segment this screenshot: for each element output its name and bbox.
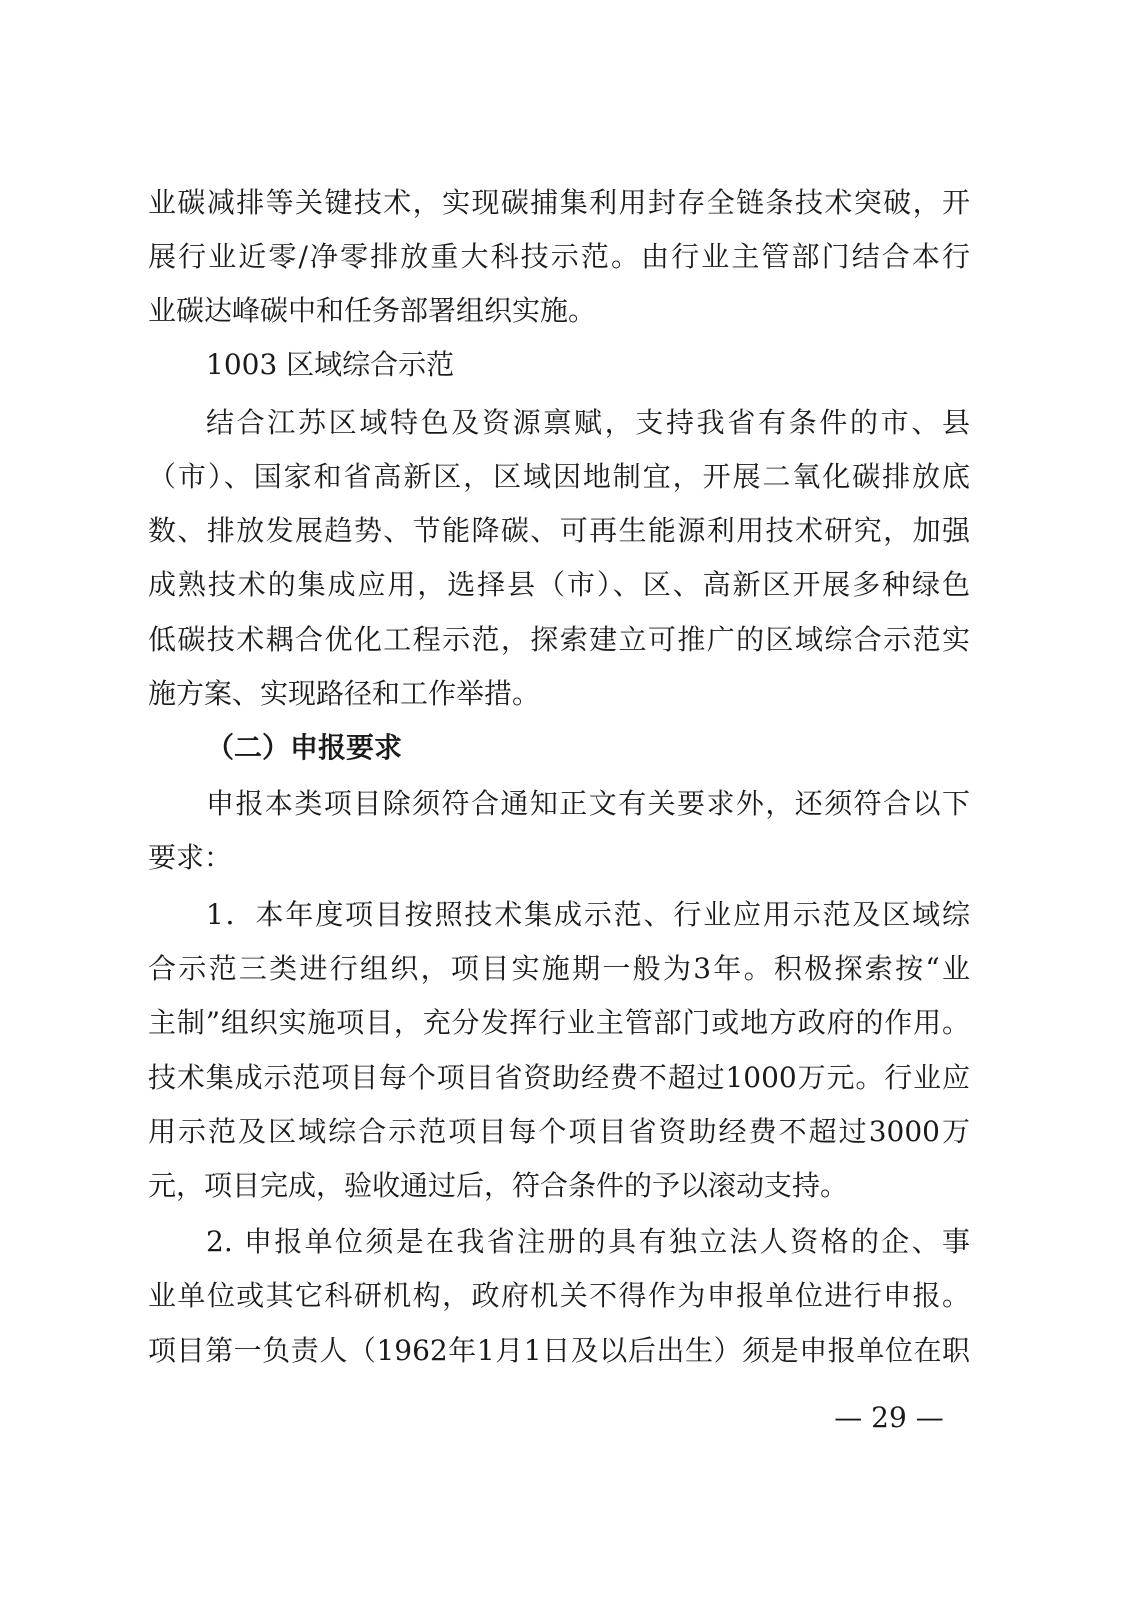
body-text-line: 业碳达峰碳中和任务部署组织实施。 — [148, 294, 597, 327]
body-text-line: 业碳减排等关键技术，实现碳捕集利用封存全链条技术突破，开 — [148, 186, 970, 219]
body-text-line: 数、排放发展趋势、节能降碳、可再生能源利用技术研究，加强 — [148, 514, 970, 547]
body-text-line: 低碳技术耦合优化工程示范，探索建立可推广的区域综合示范实 — [148, 623, 970, 656]
body-text-line: 元，项目完成，验收通过后，符合条件的予以滚动支持。 — [148, 1169, 849, 1202]
body-text-line: 施方案、实现路径和工作举措。 — [148, 677, 541, 710]
body-text-line: 1．本年度项目按照技术集成示范、行业应用示范及区域综 — [206, 898, 970, 931]
subsection-heading: （二）申报要求 — [206, 731, 403, 764]
body-text-line: 主制”组织实施项目，充分发挥行业主管部门或地方政府的作用。 — [148, 1006, 970, 1039]
body-text-line: 2. 申报单位须是在我省注册的具有独立法人资格的企、事 — [206, 1225, 970, 1258]
body-text-line: 展行业近零/净零排放重大科技示范。由行业主管部门结合本行 — [148, 240, 970, 273]
body-text-line: 结合江苏区域特色及资源禀赋，支持我省有条件的市、县 — [206, 406, 970, 439]
body-text-line: 业单位或其它科研机构，政府机关不得作为申报单位进行申报。 — [148, 1279, 970, 1312]
body-text-line: 合示范三类进行组织，项目实施期一般为3年。积极探索按“业 — [148, 952, 970, 985]
body-text-line: 技术集成示范项目每个项目省资助经费不超过1000万元。行业应 — [148, 1061, 970, 1094]
body-text-line: 申报本类项目除须符合通知正文有关要求外，还须符合以下 — [206, 787, 970, 820]
body-text-line: （市）、国家和省高新区，区域因地制宜，开展二氧化碳排放底 — [148, 460, 970, 493]
body-text-line: 要求： — [148, 841, 233, 874]
section-heading: 1003 区域综合示范 — [206, 348, 455, 381]
body-text-line: 项目第一负责人（1962年1月1日及以后出生）须是申报单位在职 — [148, 1334, 970, 1367]
page-number: — 29 — — [834, 1401, 944, 1434]
body-text-line: 成熟技术的集成应用，选择县（市）、区、高新区开展多种绿色 — [148, 568, 970, 601]
body-text-line: 用示范及区域综合示范项目每个项目省资助经费不超过3000万 — [148, 1115, 970, 1148]
